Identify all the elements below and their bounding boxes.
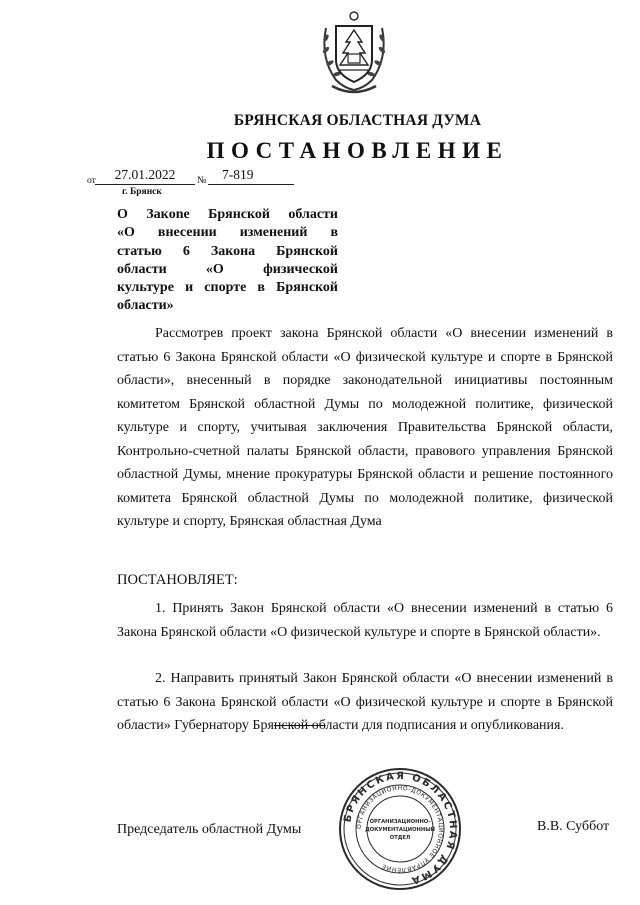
seal-inner-text: ОРГАНИЗАЦИОННО-ДОКУМЕНТАЦИОННОЕ УПРАВЛЕНИЕ	[355, 784, 445, 874]
resolution-item-2	[117, 667, 613, 738]
document-number: 7-819	[208, 167, 294, 185]
document-type: ПОСТАНОВЛЕНИЕ	[206, 138, 509, 163]
title-line: О Закone Брянской области	[117, 207, 338, 222]
item2-struck-text: нской об	[273, 718, 326, 733]
document-title	[117, 206, 338, 316]
seal-center-line: ОТДЕЛ	[389, 835, 411, 841]
item2-text-end: ласти для подписания и опубликования.	[325, 718, 564, 733]
bryansk-coat-of-arms-icon	[318, 8, 390, 96]
org-name: БРЯНСКАЯ ОБЛАСТНАЯ ДУМА	[233, 112, 482, 129]
title-line: области»	[117, 298, 174, 314]
resolution-item-1: 1. Принять Закон Брянской области «О внесении изменений в статью 6 Закона Брянской области «О физической культуре и спорте в Брянской области».	[117, 601, 613, 640]
document-date: 27.01.2022	[95, 167, 195, 185]
seal-center-line: ДОКУМЕНТАЦИОННЫЙ	[365, 827, 435, 833]
item2-text: 2. Направить принятый Закон Брянской области «О внесении изменений в статью 6 Закона Брянской области «О физической культуре и спорте в Брянской области» Губернатору Бря	[117, 671, 613, 733]
resolves-heading: ПОСТАНОВЛЯЕТ:	[117, 572, 238, 588]
title-line: статью 6 Закона Брянской	[117, 243, 338, 259]
date-prefix: от	[87, 176, 96, 186]
signatory-name: В.В. Суббот	[537, 819, 610, 834]
title-line: области «О физической	[117, 261, 338, 277]
number-prefix: №	[197, 175, 207, 186]
official-seal	[338, 767, 462, 891]
seal-outer-text: БРЯНСКАЯ ОБЛАСТНАЯ ДУМА	[342, 770, 459, 887]
signatory-title: Председатель областной Думы	[117, 822, 302, 837]
city: г. Брянск	[122, 187, 162, 197]
preamble-paragraph: Рассмотрев проект закона Брянской области «О внесении изменений в статью 6 Закона Брянской области «О физической культуре и спорте в Брянской области», внесенный в порядке законодательной инициативы постоянным комитетом Брянской областной Думы по молодежной политике, физической культуре и спорту, учитывая заключения Правительства Брянской области, Контрольно-счетной палаты Брянской области, правового управления Брянской областной Думы, мнение прокуратуры Брянской области и решение постоянного комитета Брянской областной Думы по молодежной политике, физической культуре и спорту, Брянская областная Дума	[117, 326, 613, 529]
title-line: культуре и спорте в Брянской	[117, 280, 338, 296]
seal-center-line: ОРГАНИЗАЦИОННО-	[369, 819, 431, 825]
title-line: «О внесении изменений в	[117, 225, 338, 241]
